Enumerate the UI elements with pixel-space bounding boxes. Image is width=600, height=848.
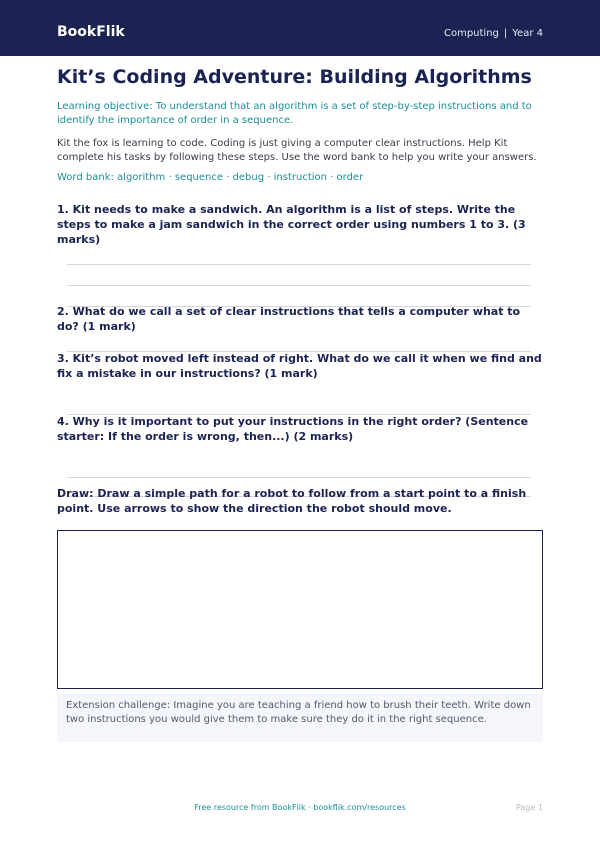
page-number: Page 1 xyxy=(516,803,543,812)
answer-line[interactable] xyxy=(67,285,531,286)
extension-challenge: Extension challenge: Imagine you are teaching a friend how to brush their teeth. Write down two instructions you would give them to make sure they do it in the right sequence. xyxy=(57,694,543,742)
draw-task: Draw: Draw a simple path for a robot to follow from a start point to a finish point. Use arrows to show the direction the robot should move. xyxy=(57,487,527,515)
question-2: 2. What do we call a set of clear instructions that tells a computer what to do? (1 mark) xyxy=(57,305,521,333)
answer-line[interactable] xyxy=(67,264,531,265)
learning-objective: Learning objective: To understand that an algorithm is a set of step-by-step instructions and to identify the importance of order in a sequence. xyxy=(57,101,532,126)
worksheet-title: Kit’s Coding Adventure: Building Algorithms xyxy=(57,66,532,88)
page-header xyxy=(0,0,600,56)
question-3: 3. Kit’s robot moved left instead of right. What do we call it when we find and fix a mistake in our instructions? (1 mark) xyxy=(57,352,542,380)
footer-text: Free resource from BookFlik · bookflik.com/resources xyxy=(194,803,406,812)
year-label: Year 4 xyxy=(512,28,543,39)
question-1: 1. Kit needs to make a sandwich. An algorithm is a list of steps. Write the steps to make a jam sandwich in the correct order using numbers 1 to 3. (3 marks) xyxy=(57,203,526,246)
subject-label: Computing xyxy=(443,28,499,39)
answer-line[interactable] xyxy=(67,477,531,478)
intro-text: Kit the fox is learning to code. Coding is just giving a computer clear instructions. Help Kit complete his tasks by following these steps. Use the word bank to help you write your answers. xyxy=(57,138,537,163)
word-bank: Word bank: algorithm · sequence · debug · instruction · order xyxy=(57,172,364,183)
header-separator: | xyxy=(503,28,508,39)
drawing-box[interactable] xyxy=(57,530,543,689)
brand-logo: BookFlik xyxy=(57,24,125,40)
header-meta xyxy=(444,28,543,39)
question-4: 4. Why is it important to put your instructions in the right order? (Sentence starter: If the order is wrong, then...) (2 marks) xyxy=(57,415,529,443)
